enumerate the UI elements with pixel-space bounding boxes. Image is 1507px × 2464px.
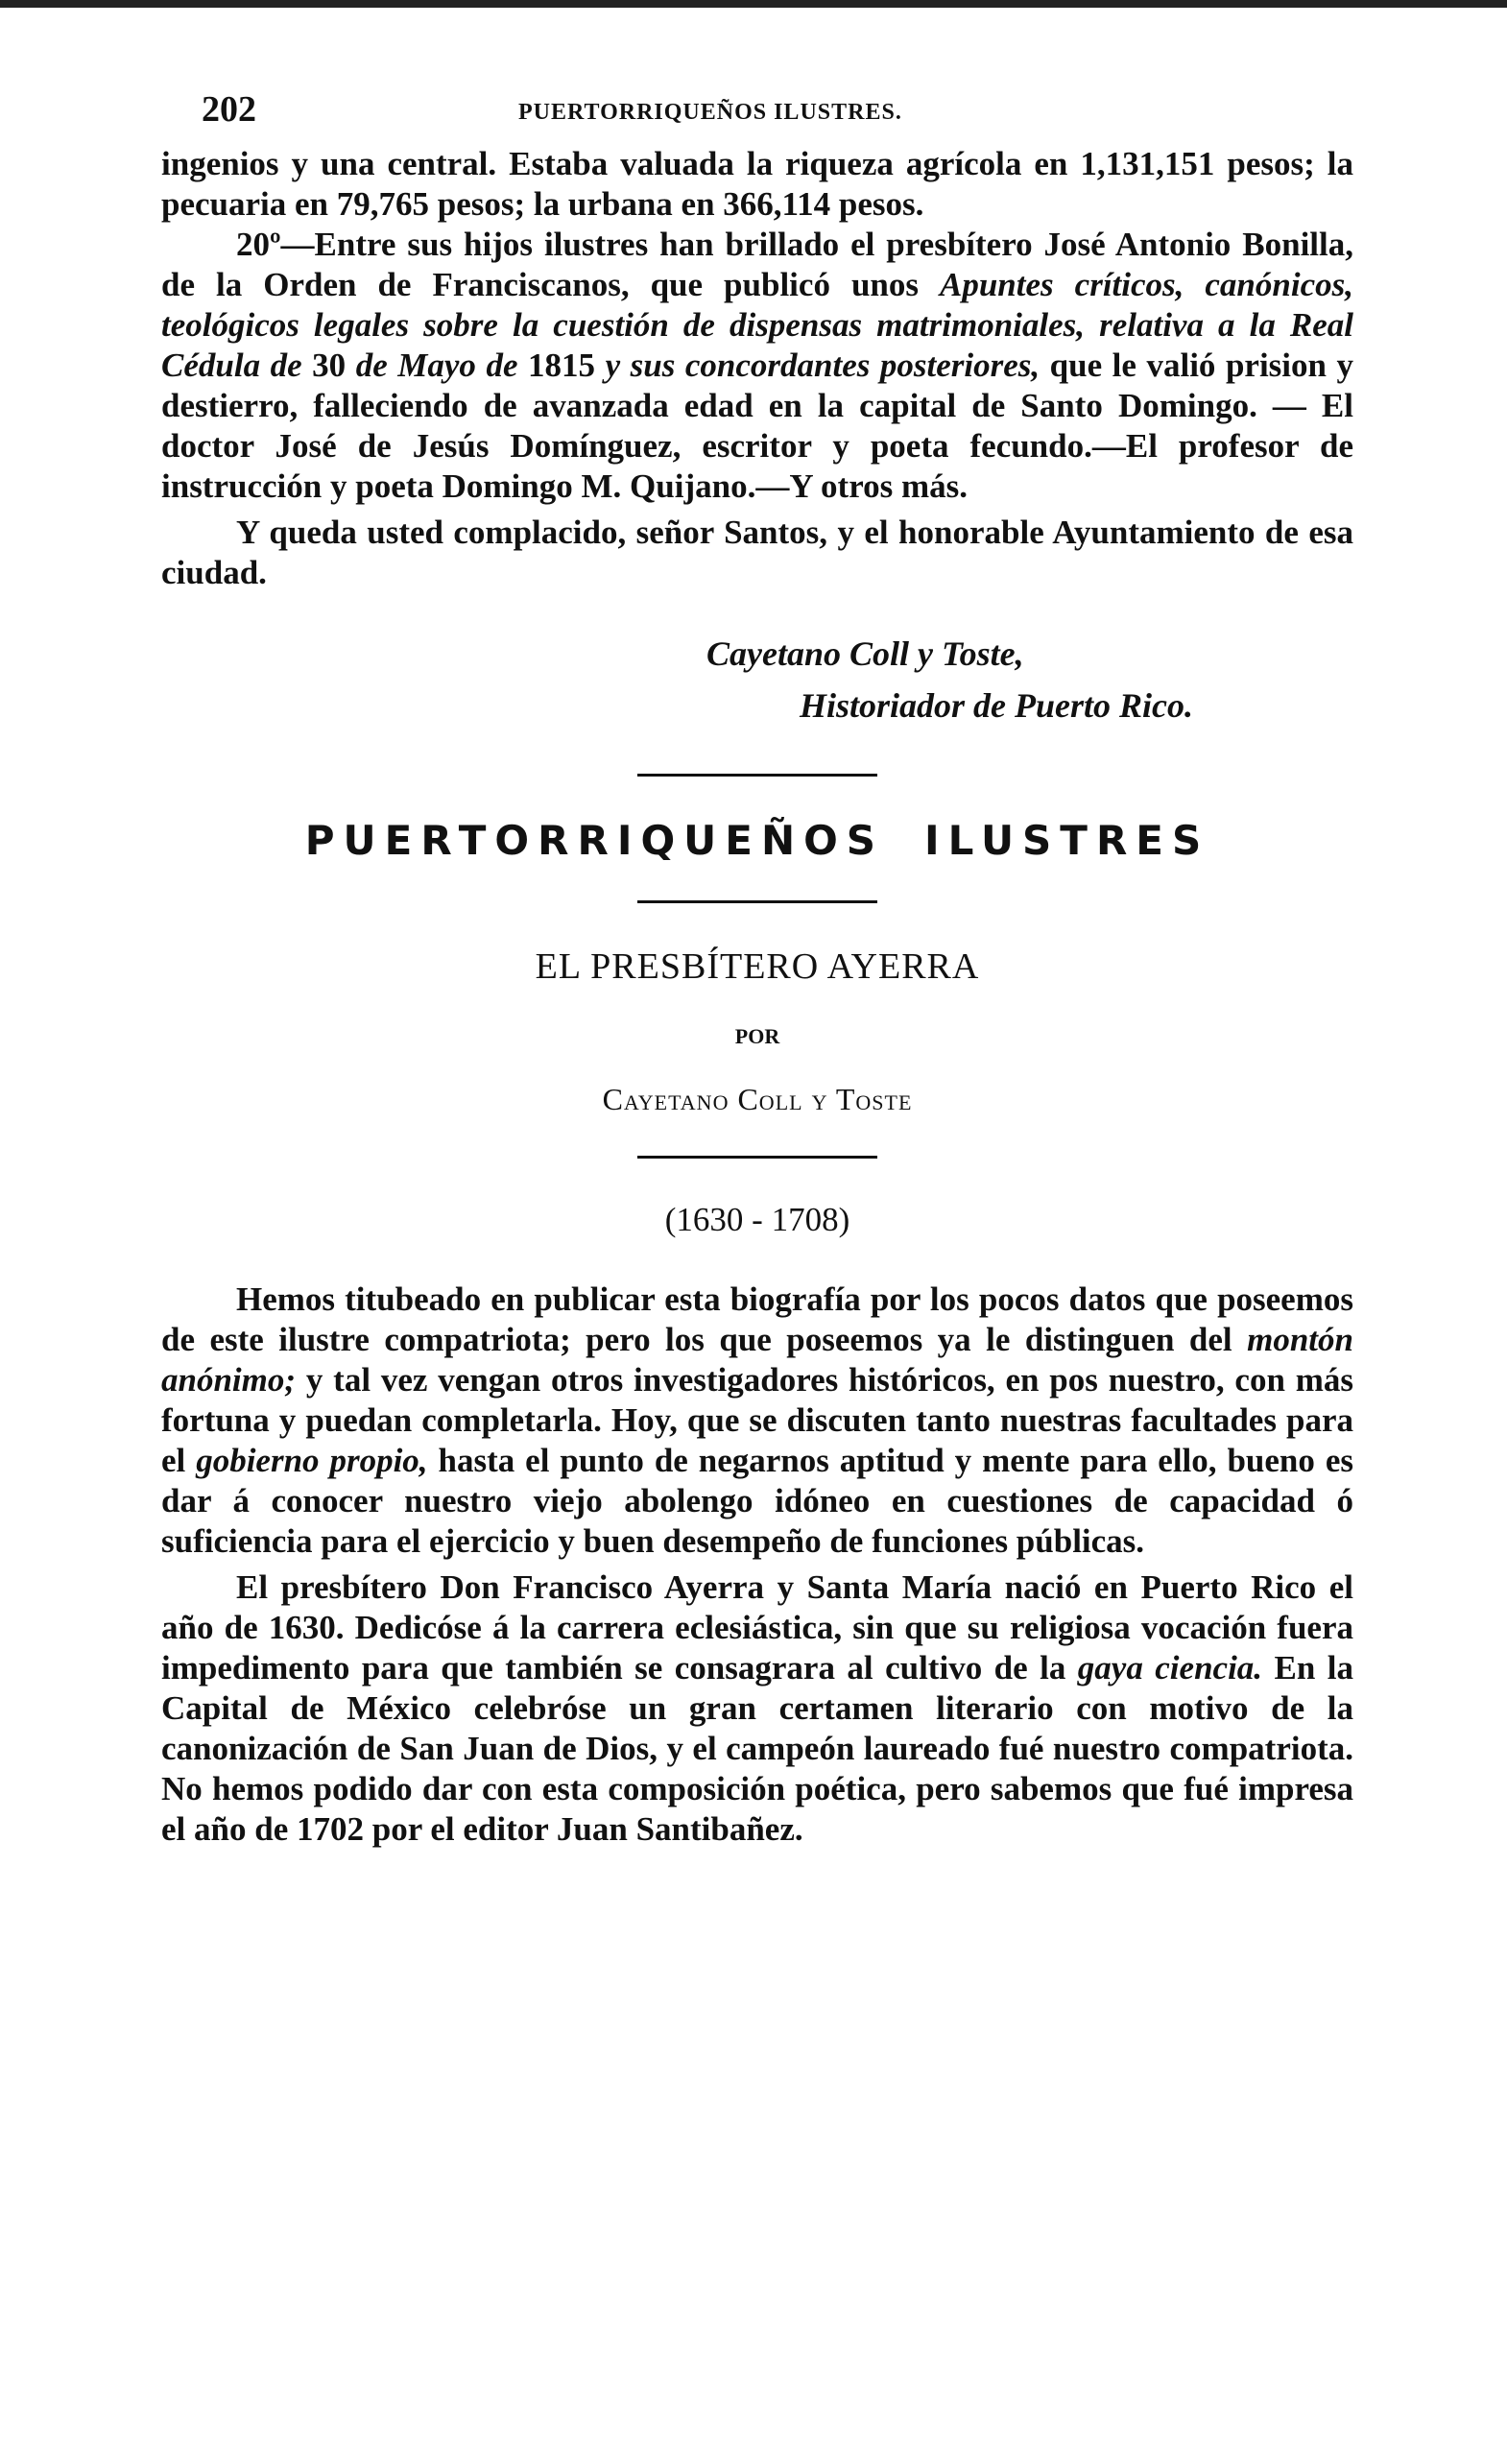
signature-name: Cayetano Coll y Toste,	[706, 634, 1024, 673]
scan-top-edge	[0, 0, 1507, 8]
paragraph-4	[161, 1280, 1353, 1562]
article-author: Cayetano Coll y Toste	[602, 1082, 913, 1116]
p4-italic-b: montón anónimo;	[161, 1321, 1353, 1399]
divider-rule	[637, 774, 877, 777]
p2-text-a: 20º—Entre sus hijos ilustres han brillado el presbítero José Antonio Bonilla, de la Orden de Franciscanos, que publicó unos	[161, 226, 1353, 303]
p2-text-g: que le valió prision y destierro, falleciendo de avanzada edad en la capital de Santo Domingo. — El doctor José de Jesús Domínguez, escritor y poeta fecundo.—El profesor de instrucción y poeta Domingo M. Quijano.—Y otros más.	[161, 347, 1354, 505]
divider-rule	[637, 1156, 877, 1159]
p4-text-e: hasta el punto de negarnos aptitud y mente para ello, bueno es dar á conocer nuestro viejo abolengo idóneo en cuestiones de capacidad ó suficiencia para el ejercicio y buen desempeño de funciones públicas.	[161, 1442, 1353, 1560]
p2-italic-f: y sus concordantes posteriores,	[605, 347, 1041, 384]
paragraph-1: ingenios y una central. Estaba valuada la riqueza agrícola en 1,131,151 pesos; la pecuaria en 79,765 pesos; la urbana en 366,114 pesos.	[161, 145, 1353, 223]
p5-italic-b: gaya ciencia.	[1077, 1649, 1263, 1687]
p4-italic-d: gobierno propio,	[196, 1442, 428, 1479]
p2-text-c: 30	[301, 347, 356, 384]
p2-text-e: 1815	[517, 347, 606, 384]
paragraph-3: Y queda usted complacido, señor Santos, y el honorable Ayuntamiento de esa ciudad.	[161, 514, 1353, 591]
running-head	[161, 88, 1353, 144]
p5-text-a: El presbítero Don Francisco Ayerra y Santa María nació en Puerto Rico el año de 1630. Dedicóse á la carrera eclesiástica, sin que su religiosa vocación fuera impedimento para que también se consagrara al cultivo de la	[161, 1568, 1353, 1687]
banner-word-2: ILUSTRES	[924, 817, 1210, 864]
article-dates: (1630 - 1708)	[664, 1201, 850, 1238]
p4-text-c: y tal vez vengan otros investigadores históricos, en pos nuestro, con más fortuna y puedan completarla. Hoy, que se discuten tanto nuestras facultades para el	[161, 1361, 1353, 1479]
banner-word-1: PUERTORRIQUEÑOS	[304, 817, 885, 864]
page	[161, 88, 1353, 1850]
p4-text-a: Hemos titubeado en publicar esta biografía por los pocos datos que poseemos de este ilustre compatriota; pero los que poseemos ya le distinguen del	[161, 1280, 1353, 1358]
divider-rule	[637, 900, 877, 903]
p5-text-c: En la Capital de México celebróse un gran certamen literario con motivo de la canonización de San Juan de Dios, y el campeón laureado fué nuestro compatriota. No hemos podido dar con esta composición poética, pero sabemos que fué impresa el año de 1702 por el editor Juan Santibañez.	[161, 1649, 1353, 1848]
paragraph-5	[161, 1567, 1353, 1850]
section-banner	[161, 817, 1353, 864]
page-number: 202	[202, 89, 256, 130]
paragraph-2	[161, 225, 1353, 507]
article-title: EL PRESBÍTERO AYERRA	[535, 946, 980, 987]
running-title: PUERTORRIQUEÑOS ILUSTRES.	[518, 100, 902, 125]
signature-title: Historiador de Puerto Rico.	[800, 686, 1194, 725]
p2-italic-title: Apuntes críticos, canónicos, teológicos legales sobre la cuestión de dispensas matrimoniales, relativa a la Real Cédula de	[161, 266, 1353, 384]
p2-italic-d: de Mayo de	[355, 347, 518, 384]
article-byline-label: POR	[734, 1024, 780, 1048]
